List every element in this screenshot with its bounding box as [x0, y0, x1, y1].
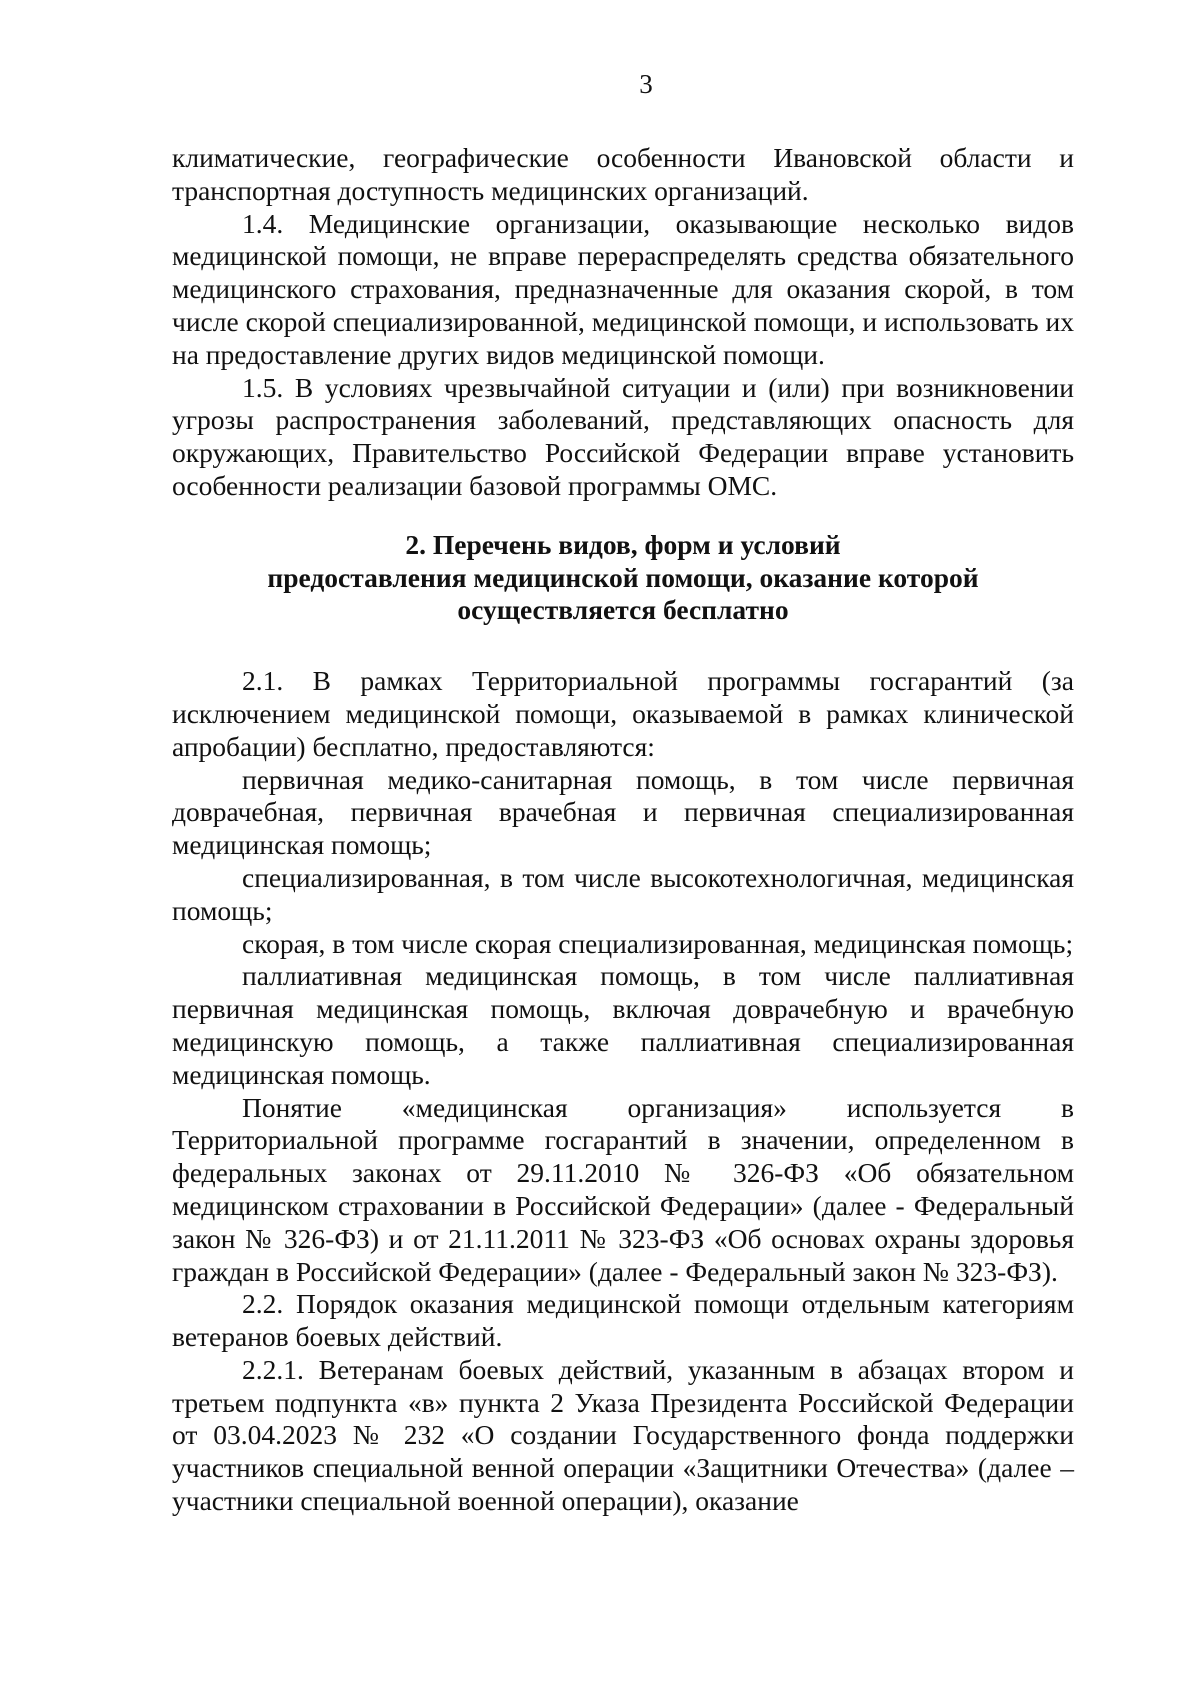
section-heading-line: предоставления медицинской помощи, оказание которой — [267, 561, 979, 593]
page-number: 3 — [639, 69, 653, 99]
paragraph: первичная медико-санитарная помощь, в том числе первичная доврачебная, первичная врачебная и первичная специализированная медицинская помощь; — [172, 763, 1074, 861]
paragraph: 2.2. Порядок оказания медицинской помощи отдельным категориям ветеранов боевых действий. — [172, 1288, 1074, 1353]
paragraph: Понятие «медицинская организация» используется в Территориальной программе госгарантий в значении, определенном в федеральных законах от 29.11.2010 № 326-ФЗ «Об обязательном медицинском страховании в Российской Федерации» (далее - Федеральный закон № 326-ФЗ) и от 21.11.2011 № 323-ФЗ «Об основах охраны здоровья граждан в Российской Федерации» (далее - Федеральный закон № 323-ФЗ). — [172, 1091, 1074, 1287]
paragraph: климатические, географические особенности Ивановской области и транспортная доступность медицинских организаций. — [172, 142, 1074, 206]
section-heading — [172, 529, 1074, 627]
section-heading-line: осуществляется бесплатно — [457, 594, 789, 626]
paragraph: паллиативная медицинская помощь, в том числе паллиативная первичная медицинская помощь, включая доврачебную и врачебную медицинскую помощь, а также паллиативная специализированная медицинская помощь. — [172, 960, 1074, 1090]
paragraph: 2.1. В рамках Территориальной программы госгарантий (за исключением медицинской помощи, оказываемой в рамках клинической апробации) бесплатно, предоставляются: — [172, 665, 1074, 762]
paragraph: специализированная, в том числе высокотехнологичная, медицинская помощь; — [172, 861, 1074, 926]
paragraph: 2.2.1. Ветеранам боевых действий, указанным в абзацах втором и третьем подпункта «в» пункта 2 Указа Президента Российской Федерации от 03.04.2023 № 232 «О создании Государственного фонда поддержки участников специальной венной операции «Защитники Отечества» (далее – участники специальной военной операции), оказание — [172, 1353, 1074, 1517]
paragraph: 1.4. Медицинские организации, оказывающие несколько видов медицинской помощи, не вправе перераспределять средства обязательного медицинского страхования, предназначенные для оказания скорой, в том числе скорой специализированной, медицинской помощи, и использовать их на предоставление других видов медицинской помощи. — [172, 207, 1074, 370]
top-paragraphs — [172, 142, 1074, 503]
paragraph: скорая, в том числе скорая специализированная, медицинская помощь; — [242, 927, 1074, 959]
section-heading-line: 2. Перечень видов, форм и условий — [405, 528, 841, 560]
paragraph: 1.5. В условиях чрезвычайной ситуации и (или) при возникновении угрозы распространения заболеваний, представляющих опасность для окружающих, Правительство Российской Федерации вправе установить особенности реализации базовой программы ОМС. — [172, 371, 1074, 501]
bottom-paragraphs — [172, 665, 1074, 1518]
